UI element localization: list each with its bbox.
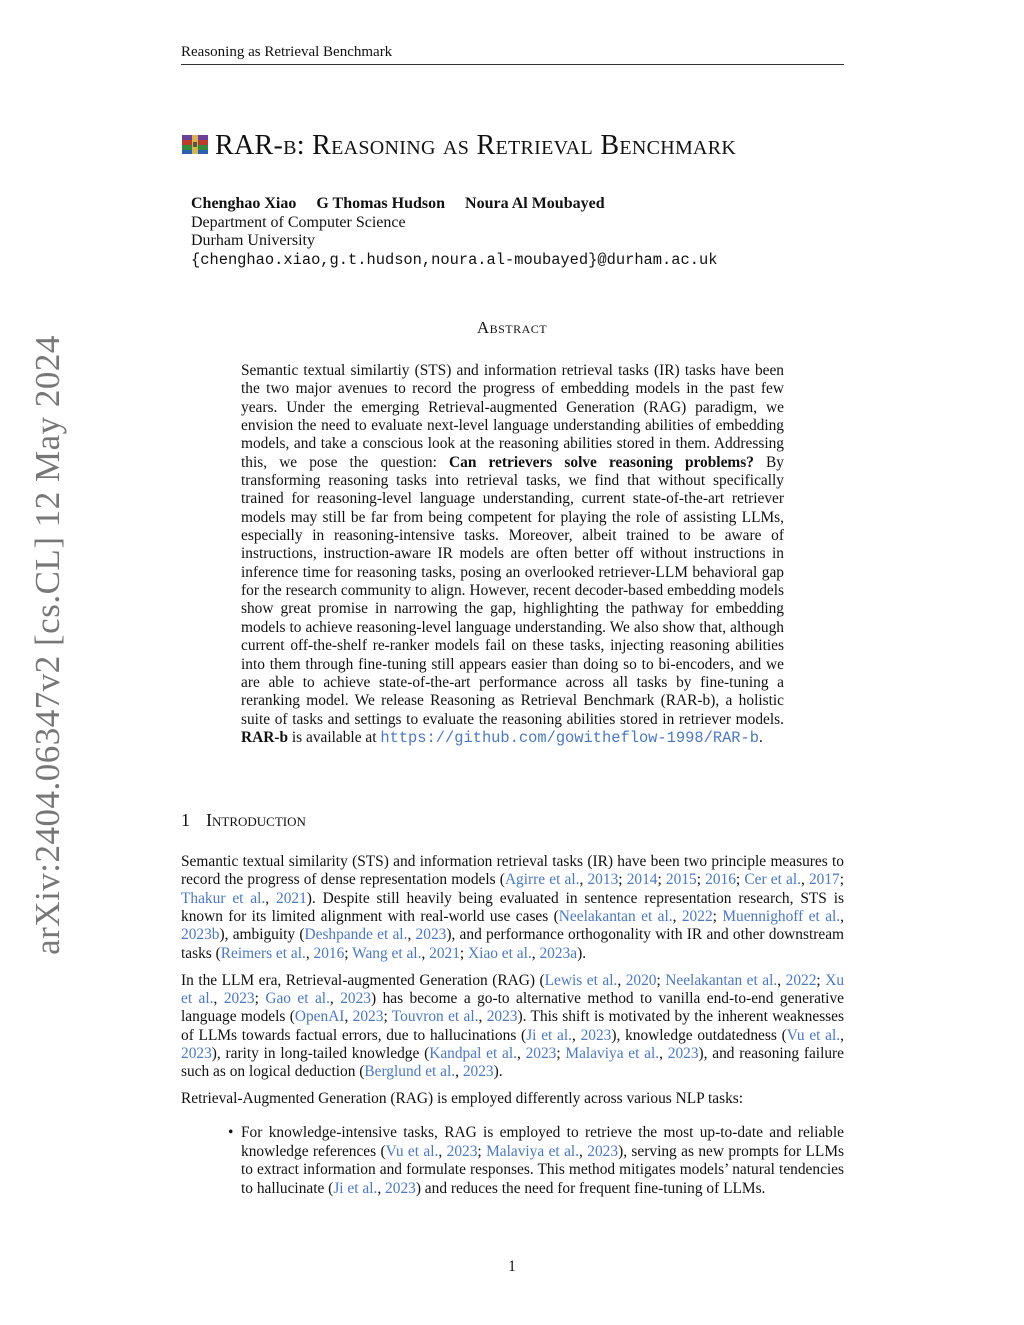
paragraph-text: ; xyxy=(735,871,745,889)
citation-link[interactable]: 2023 xyxy=(181,1044,212,1062)
citation-link[interactable]: 2023 xyxy=(340,989,371,1007)
citation-link[interactable]: 2022 xyxy=(785,971,817,989)
paragraph-text: For knowledge-intensive tasks, RAG is employed to retrieve the most up-to-date and reliable knowledge references ( xyxy=(241,1124,844,1160)
author-name: G Thomas Hudson xyxy=(316,195,446,212)
author-university: Durham University xyxy=(191,232,315,249)
author-name: Noura Al Moubayed xyxy=(465,195,605,212)
paragraph-text: ; xyxy=(618,871,627,889)
citation-link[interactable]: 2021 xyxy=(429,944,460,962)
author-department: Department of Computer Science xyxy=(191,213,406,231)
author-name: Chenghao Xiao xyxy=(191,195,297,212)
archive-books-logo-icon xyxy=(181,132,209,156)
citation-link[interactable]: Malaviya et al. xyxy=(486,1142,580,1160)
paragraph-text: ; xyxy=(459,944,469,962)
paragraph-text: , xyxy=(617,971,626,989)
paragraph-text: ) has become a go-to alternative method to vanilla end-to-end generative language models ( xyxy=(181,989,844,1026)
title-colon: : xyxy=(296,130,313,161)
paragraph-text: ; xyxy=(712,908,723,926)
citation-link[interactable]: 2023 xyxy=(462,1063,494,1081)
section-number: 1 xyxy=(181,810,190,830)
citation-link[interactable]: 2023 xyxy=(667,1044,699,1062)
paragraph-text: , xyxy=(407,926,416,944)
section-title: Introduction xyxy=(206,810,306,830)
paragraph-text: In the LLM era, Retrieval-augmented Generation (RAG) ( xyxy=(181,971,545,989)
abstract-body xyxy=(241,362,784,747)
paragraph-text: , xyxy=(421,944,430,962)
paragraph-text: , xyxy=(329,989,341,1007)
citation-link[interactable]: Xiao et al. xyxy=(468,944,532,962)
paragraph-text: , xyxy=(572,1026,581,1044)
citation-link[interactable]: Cer et al. xyxy=(744,871,801,889)
citation-link[interactable]: 2014 xyxy=(626,871,658,889)
abstract-bold-question: Can retrievers solve reasoning problems? xyxy=(449,453,754,471)
paragraph-text: ). xyxy=(493,1063,503,1081)
citation-link[interactable]: 2023 xyxy=(385,1179,416,1197)
paragraph-text: , xyxy=(579,1142,588,1160)
paragraph-text: ; xyxy=(656,971,666,989)
citation-link[interactable]: 2015 xyxy=(665,871,697,889)
citation-link[interactable]: Neelakantan et al. xyxy=(558,908,673,926)
paper-title xyxy=(181,130,736,162)
citation-link[interactable]: 2021 xyxy=(276,889,307,907)
abstract-bold-rarb: RAR-b xyxy=(241,728,289,746)
author-email[interactable]: {chenghao.xiao,g.t.hudson,noura.al-moubayed}@durham.ac.uk xyxy=(191,250,718,269)
citation-link[interactable]: Touvron et al. xyxy=(391,1008,479,1026)
citation-link[interactable]: Wang et al. xyxy=(352,944,422,962)
paragraph-text: ). This shift is motivated by the inherent weaknesses of LLMs towards factual errors, due to hallucinations ( xyxy=(181,1008,844,1044)
paragraph-text: ; xyxy=(839,871,845,889)
author-block xyxy=(191,195,717,269)
citation-link[interactable]: 2016 xyxy=(313,944,345,962)
citation-link[interactable]: 2023 xyxy=(525,1044,557,1062)
rag-usage-list xyxy=(181,1124,844,1197)
citation-link[interactable]: Vu et al. xyxy=(385,1142,439,1160)
paragraph-text: ; xyxy=(696,871,706,889)
citation-link[interactable]: 2023 xyxy=(587,1142,619,1160)
paragraph-text: , xyxy=(305,944,314,962)
section-heading-introduction xyxy=(181,810,306,831)
introduction-body xyxy=(181,853,844,1198)
paragraph-text: ; xyxy=(657,871,666,889)
abstract-text: . xyxy=(759,728,763,746)
paragraph-text: , xyxy=(213,989,224,1007)
paragraph-text: , xyxy=(659,1044,668,1062)
paragraph-text: , xyxy=(377,1179,386,1197)
paragraph-text: ), ambiguity ( xyxy=(219,926,305,944)
citation-link[interactable]: Ji et al. xyxy=(526,1026,572,1044)
citation-link[interactable]: Deshpande et al. xyxy=(304,926,408,944)
paragraph-text: ), and performance orthogonality with IR and other downstream tasks ( xyxy=(181,926,845,962)
paragraph-text: , xyxy=(455,1063,463,1081)
citation-link[interactable]: Lewis et al. xyxy=(544,971,618,989)
paragraph-text: , xyxy=(777,971,786,989)
citation-link[interactable]: 2023 xyxy=(580,1026,612,1044)
intro-paragraph-3: Retrieval-Augmented Generation (RAG) is employed differently across various NLP tasks: xyxy=(181,1090,744,1108)
paragraph-text: , xyxy=(800,871,809,889)
paragraph-text: , xyxy=(344,1008,353,1026)
abstract-text: By transforming reasoning tasks into retrieval tasks, we find that without specifically trained for reasoning-level language understanding, current state-of-the-art retriever models may still be far from being competent for playing the role of assisting LLMs, especially in reasoning-intensive tasks. Moreover, albeit trained to be aware of instructions, instruction-aware IR models are often better off without instructions in inference time for reasoning tasks, posing an overlooked retriever-LLM behavioral gap for the research community to align. However, recent decoder-based embedding models show great promise in narrowing the gap, highlighting the pathway for embedding models to achieve reasoning-level language understanding. We also show that, although current off-the-shelf re-ranker models fail on these tasks, injecting reasoning abilities into them through fine-tuning still appears easier than doing so to bi-encoders, and we are able to achieve state-of-the-art performance across all tasks by fine-tuning a reranking model. We release Reasoning as Retrieval Benchmark (RAR-b), a holistic suite of tasks and settings to evaluate the reasoning abilities stored in retriever models. xyxy=(241,453,785,728)
citation-link[interactable]: Neelakantan et al. xyxy=(665,971,778,989)
bullet-icon: • xyxy=(228,1124,234,1142)
citation-link[interactable]: 2020 xyxy=(625,971,657,989)
abstract-text: Semantic textual similartiy (STS) and information retrieval tasks (IR) tasks have been the two major avenues to record the progress of embedding models in the past few years. Under the emerging Retrieval-augmented Generation (RAG) paradigm, we envision the need to evaluate next-level language understanding abilities of embedding models, and take a conscious look at the reasoning abilities stored in them. Addressing this, we pose the question: xyxy=(241,362,784,471)
paragraph-text: , xyxy=(438,1142,447,1160)
page-number: 1 xyxy=(508,1258,516,1275)
paragraph-text: , xyxy=(840,908,845,926)
citation-link[interactable]: Reimers et al. xyxy=(220,944,306,962)
paragraph-text: ; xyxy=(383,1008,392,1026)
paragraph-text: , xyxy=(531,944,540,962)
running-header: Reasoning as Retrieval Benchmark xyxy=(181,44,844,65)
citation-link[interactable]: 2023 xyxy=(415,926,447,944)
list-item xyxy=(228,1124,844,1197)
citation-link[interactable]: OpenAI xyxy=(294,1008,345,1026)
paragraph-text: ), serving as new prompts for LLMs to extract information and formulate responses. This method mitigates models’ natural tendencies to hallucinate ( xyxy=(241,1142,844,1197)
citation-link[interactable]: Berglund et al. xyxy=(364,1063,456,1081)
paragraph-text: ). Despite still heavily being evaluated in sentence representation research, STS is known for its limited alignment with real-world use cases ( xyxy=(181,889,844,926)
paragraph-text: ; xyxy=(344,944,353,962)
citation-link[interactable]: Agirre et al. xyxy=(504,871,580,889)
title-main: Reasoning as Retrieval Benchmark xyxy=(312,130,737,161)
arxiv-identifier-sidebar: arXiv:2404.06347v2 [cs.CL] 12 May 2024 xyxy=(28,335,67,955)
title-prefix: RAR- xyxy=(215,130,284,161)
citation-link[interactable]: 2023 xyxy=(446,1142,478,1160)
citation-link[interactable]: 2023 xyxy=(223,989,255,1007)
citation-link[interactable]: 2023a xyxy=(539,944,578,962)
paragraph-text: ; xyxy=(816,971,826,989)
citation-link[interactable]: 2013 xyxy=(587,871,619,889)
list-item-text xyxy=(241,1124,844,1196)
paragraph-text: , xyxy=(265,889,276,907)
citation-link[interactable]: 2023b xyxy=(181,926,220,944)
paragraph-text: , xyxy=(672,908,682,926)
citation-link[interactable]: Gao et al. xyxy=(265,989,330,1007)
citation-link[interactable]: Malaviya et al. xyxy=(565,1044,660,1062)
abstract-text: is available at xyxy=(288,728,381,746)
paragraph-text: ; xyxy=(254,989,266,1007)
paragraph-text: ; xyxy=(477,1142,487,1160)
paragraph-text: Semantic textual similarity (STS) and information retrieval tasks (IR) have been two principle measures to record the progress of dense representation models ( xyxy=(181,853,844,889)
citation-link[interactable]: 2023 xyxy=(352,1008,384,1026)
citation-link[interactable]: Thakur et al. xyxy=(181,889,266,907)
intro-paragraph-1 xyxy=(181,853,844,963)
paragraph-text: , xyxy=(516,1044,526,1062)
paragraph-text: , xyxy=(579,871,588,889)
intro-paragraph-2 xyxy=(181,972,844,1082)
citation-link[interactable]: Kandpal et al. xyxy=(429,1044,517,1062)
citation-link[interactable]: 2016 xyxy=(705,871,736,889)
author-names xyxy=(191,195,717,214)
paragraph-text: ; xyxy=(556,1044,566,1062)
paragraph-text: ), knowledge outdatedness ( xyxy=(611,1026,787,1044)
paragraph-text: , xyxy=(478,1008,487,1026)
paragraph-text: , xyxy=(840,1026,844,1044)
github-url-link[interactable]: https://github.com/gowitheflow-1998/RAR-b xyxy=(380,728,760,747)
citation-link[interactable]: 2023 xyxy=(486,1008,518,1026)
abstract-heading: Abstract xyxy=(476,318,548,337)
paragraph-text: ) and reduces the need for frequent fine-tuning of LLMs. xyxy=(415,1179,766,1197)
citation-link[interactable]: 2017 xyxy=(808,871,840,889)
citation-link[interactable]: 2022 xyxy=(681,908,713,926)
citation-link[interactable]: Muennighoff et al. xyxy=(722,908,841,926)
citation-link[interactable]: Vu et al. xyxy=(786,1026,841,1044)
citation-link[interactable]: Xu et al. xyxy=(181,971,845,1007)
paragraph-text: ), rarity in long-tailed knowledge ( xyxy=(211,1044,430,1062)
paragraph-text: ). xyxy=(577,944,587,962)
citation-link[interactable]: Ji et al. xyxy=(333,1179,378,1197)
title-suffix-b: b xyxy=(283,130,297,161)
paragraph-text: ), and reasoning failure such as on logical deduction ( xyxy=(181,1044,845,1081)
